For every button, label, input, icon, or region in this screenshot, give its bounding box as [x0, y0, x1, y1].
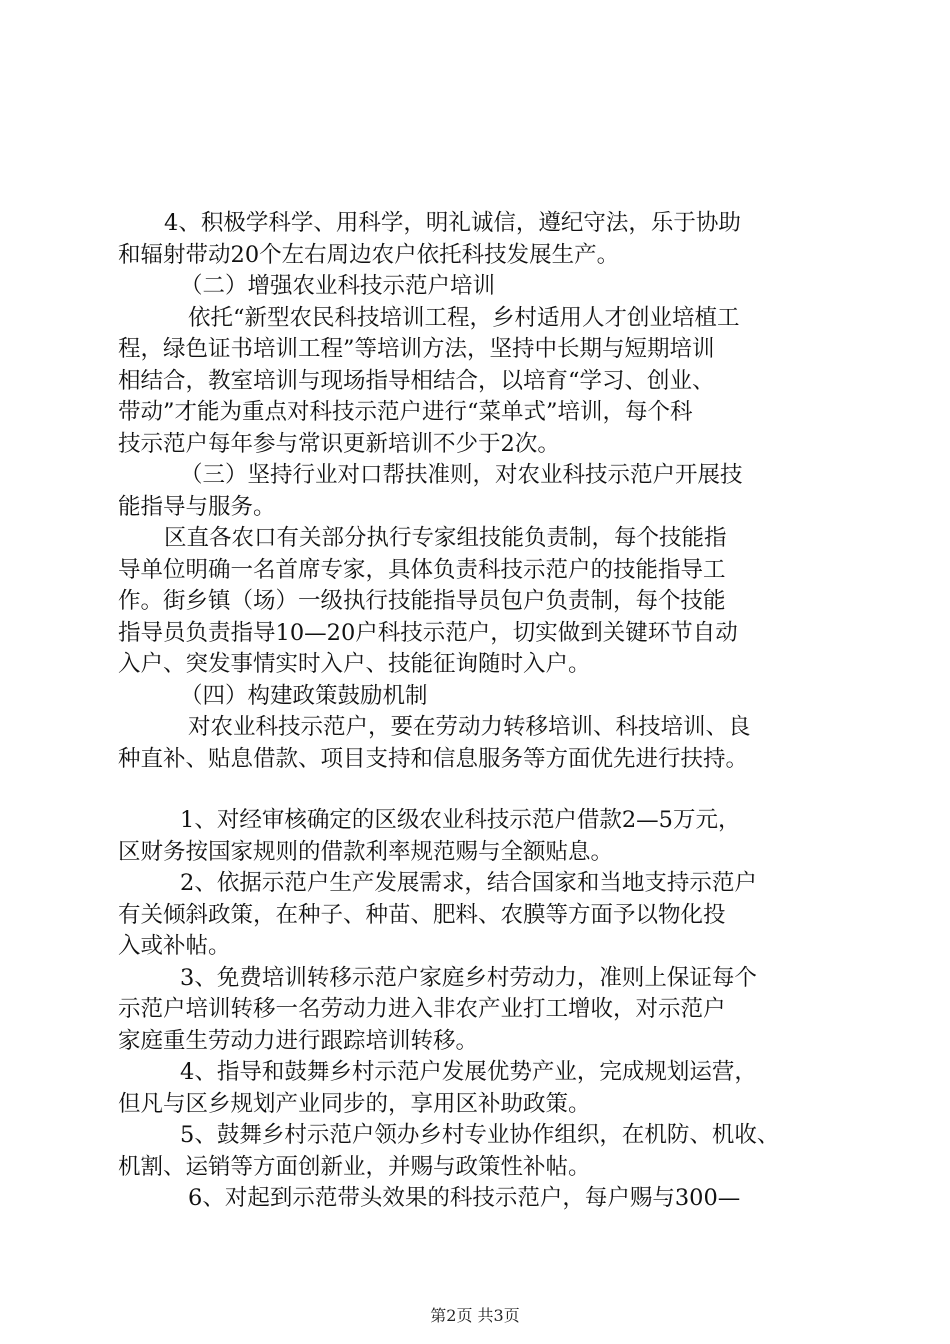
list-item: 2、依据示范户生产发展需求，结合国家和当地支持示范户: [180, 870, 757, 896]
text-line: 区财务按国家规则的借款利率规范赐与全额贴息。: [118, 838, 614, 865]
text-line: 入户、突发事情实时入户、技能征询随时入户。: [118, 651, 591, 677]
text-line: 种直补、贴息借款、项目支持和信息服务等方面优先进行扶持。: [118, 745, 749, 772]
text-line: 示范户培训转移一名劳动力进入非农产业打工增收，对示范户: [118, 996, 726, 1022]
text-line: 技示范户每年参与常识更新培训不少于2次。: [118, 430, 560, 457]
text-line: 导单位明确一名首席专家，具体负责科技示范户的技能指导工: [118, 556, 726, 583]
text-line: 家庭重生劳动力进行跟踪培训转移。: [118, 1027, 479, 1054]
text-line: 能指导与服务。: [118, 493, 276, 520]
paragraph-gap: [118, 775, 838, 805]
document-body: [118, 208, 838, 1215]
text-line: 有关倾斜政策，在种子、种苗、肥料、农膜等方面予以物化投: [118, 901, 726, 928]
section-heading: （四）构建政策鼓励机制: [180, 682, 428, 709]
text-line: 带动”才能为重点对科技示范户进行“菜单式”培训，每个科: [118, 399, 693, 425]
page-footer: [0, 1303, 950, 1326]
text-line: 指导员负责指导10—20户科技示范户，切实做到关键环节自动: [118, 619, 738, 646]
text-line: 但凡与区乡规划产业同步的，享用区补助政策。: [118, 1090, 591, 1117]
text-line: 程，绿色证书培训工程”等培训方法，坚持中长期与短期培训: [118, 336, 715, 362]
list-item: 4、指导和鼓舞乡村示范户发展优势产业，完成规划运营，: [180, 1059, 757, 1085]
text-line: 相结合，教室培训与现场指导相结合，以培育“学习、创业、: [118, 367, 715, 394]
section-heading: （三）坚持行业对口帮扶准则，对农业科技示范户开展技: [180, 462, 743, 488]
page-number: 第2页 共3页: [430, 1306, 520, 1325]
section-heading: （二）增强农业科技示范户培训: [180, 273, 496, 299]
text-line: 机割、运销等方面创新业，并赐与政策性补帖。: [118, 1153, 591, 1180]
list-item: 5、鼓舞乡村示范户领办乡村专业协作组织，在机防、机收、: [180, 1122, 780, 1148]
list-item: 6、对起到示范带头效果的科技示范户，每户赐与300—: [188, 1185, 741, 1211]
list-item: 1、对经审核确定的区级农业科技示范户借款2—5万元，: [180, 807, 741, 833]
text-line: 入或补帖。: [118, 933, 231, 959]
text-line: 和辐射带动20个左右周边农户依托科技发展生产。: [118, 241, 620, 268]
text-line: 作。街乡镇（场）一级执行技能指导员包户负责制，每个技能: [118, 588, 726, 614]
text-line: 依托“新型农民科技培训工程，乡村适用人才创业培植工: [188, 304, 740, 331]
text-line: 4、积极学科学、用科学，明礼诚信，遵纪守法，乐于协助: [164, 210, 741, 236]
list-item: 3、免费培训转移示范户家庭乡村劳动力，准则上保证每个: [180, 964, 757, 991]
text-line: 对农业科技示范户，要在劳动力转移培训、科技培训、良: [188, 714, 751, 740]
text-line: 区直各农口有关部分执行专家组技能负责制，每个技能指: [164, 525, 727, 551]
